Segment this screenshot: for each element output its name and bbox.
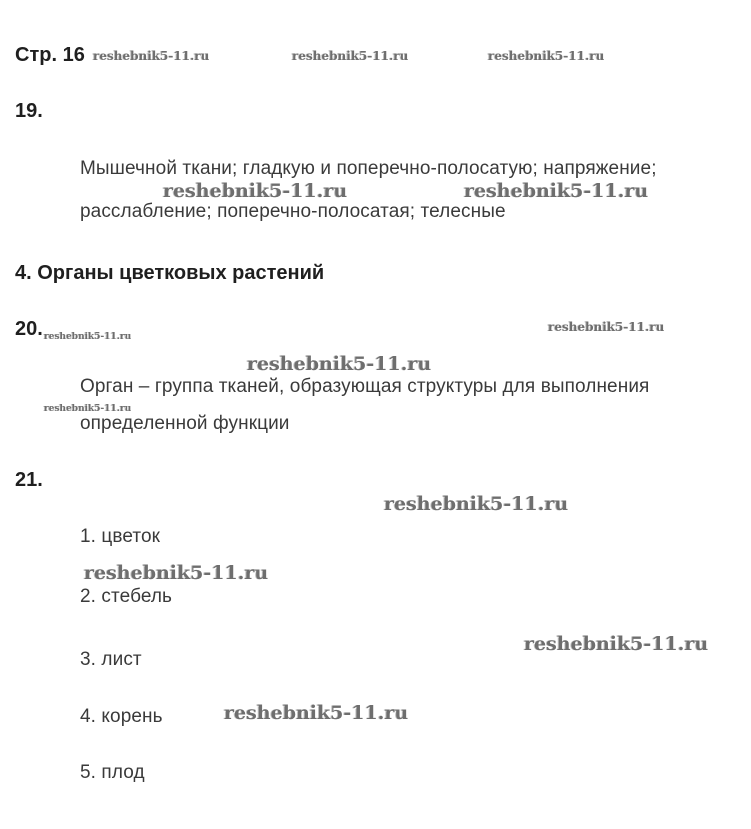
task-number-20: 20. (15, 318, 43, 340)
watermark: reshebnik5-11.ru (524, 633, 709, 655)
watermark: reshebnik5-11.ru (44, 404, 132, 414)
list-item: 4. корень (80, 706, 163, 727)
list-item: 5. плод (80, 762, 145, 783)
watermark: reshebnik5-11.ru (93, 49, 210, 63)
task-number-21: 21. (15, 469, 43, 491)
task-19-answer-line-1: Мышечной ткани; гладкую и поперечно-полосатую; напряжение; (80, 158, 657, 179)
task-20-answer-line-1: Орган – группа тканей, образующая структуры для выполнения (80, 376, 650, 397)
task-20-answer-line-2: определенной функции (80, 413, 290, 434)
page-number-heading: Стр. 16 (15, 44, 85, 66)
watermark: reshebnik5-11.ru (488, 49, 605, 63)
section-title: 4. Органы цветковых растений (15, 262, 325, 284)
watermark: reshebnik5-11.ru (84, 562, 269, 584)
list-item: 1. цветок (80, 526, 161, 547)
list-item: 2. стебель (80, 586, 173, 607)
watermark: reshebnik5-11.ru (548, 320, 665, 334)
watermark: reshebnik5-11.ru (163, 180, 348, 202)
list-item: 3. лист (80, 649, 142, 670)
watermark: reshebnik5-11.ru (247, 353, 432, 375)
task-number-19: 19. (15, 100, 43, 122)
watermark: reshebnik5-11.ru (384, 493, 569, 515)
watermark: reshebnik5-11.ru (464, 180, 649, 202)
watermark: reshebnik5-11.ru (44, 332, 132, 342)
watermark: reshebnik5-11.ru (224, 702, 409, 724)
task-19-answer-line-2: расслабление; поперечно-полосатая; телесные (80, 201, 506, 222)
watermark: reshebnik5-11.ru (292, 49, 409, 63)
